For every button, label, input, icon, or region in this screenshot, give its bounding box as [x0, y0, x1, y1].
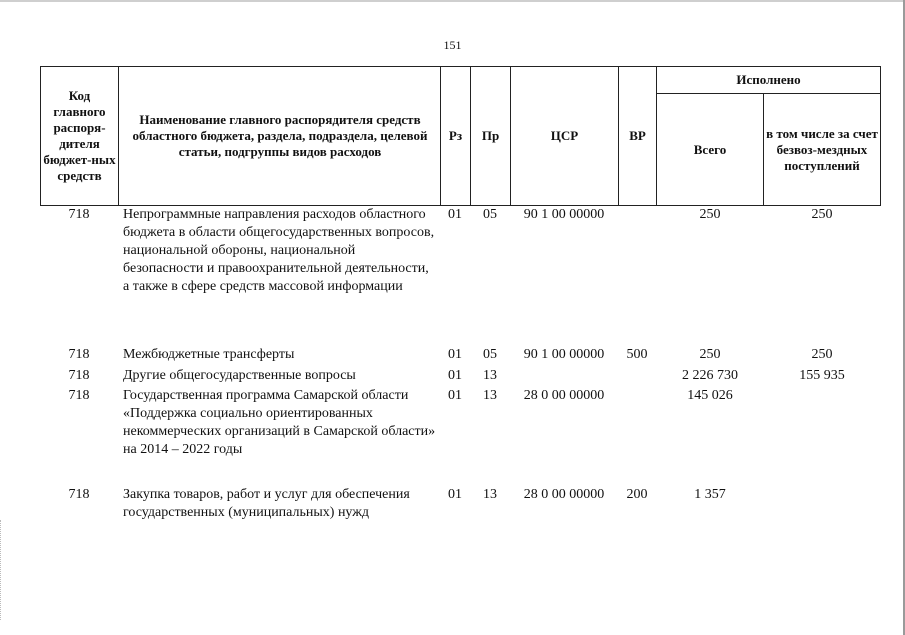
cell-total: 1 357: [694, 487, 726, 502]
cell-pr: 05: [483, 207, 497, 222]
header-border-right: [880, 66, 881, 206]
page-number: 151: [443, 38, 462, 52]
cell-rz: 01: [448, 487, 462, 502]
cell-pr: 13: [483, 388, 497, 403]
cell-total: 2 226 730: [682, 368, 738, 383]
cell-vr: 500: [626, 347, 648, 362]
cell-name: Государственная программа Самарской области «Поддержка социально ориентированных некоммерческих организаций в Самарской области» на 2014 – 2022 годы: [123, 388, 436, 457]
scan-margin-marks: [0, 520, 5, 620]
cell-free: 155 935: [799, 368, 845, 383]
table-header: [40, 66, 881, 206]
cell-rz: 01: [448, 388, 462, 403]
cell-free: 250: [811, 347, 833, 362]
cell-code: 718: [68, 368, 90, 383]
cell-rz: 01: [448, 368, 462, 383]
header-pr: Пр: [481, 128, 500, 143]
header-name: Наименование главного распорядителя средств областного бюджета, раздела, подраздела, целевой статьи, подгруппы видов расходов: [132, 112, 428, 159]
cell-code: 718: [68, 487, 90, 502]
cell-vr: 200: [626, 487, 648, 502]
header-incl-free: в том числе за счет безвоз-мездных поступлений: [766, 125, 878, 173]
cell-code: 718: [68, 347, 90, 362]
cell-rz: 01: [448, 207, 462, 222]
header-border-left: [40, 66, 41, 206]
cell-csr: 28 0 00 00000: [523, 388, 605, 403]
cell-csr: 90 1 00 00000: [523, 347, 605, 362]
header-executed: Исполнено: [736, 72, 801, 87]
cell-name: Межбюджетные трансферты: [123, 347, 295, 362]
cell-pr: 13: [483, 487, 497, 502]
header-total: Всего: [693, 141, 727, 157]
cell-code: 718: [68, 388, 90, 403]
cell-free: 250: [811, 207, 833, 222]
header-vr: ВР: [629, 128, 646, 143]
page-top-edge: [0, 0, 905, 2]
cell-code: 718: [68, 207, 90, 222]
cell-rz: 01: [448, 347, 462, 362]
cell-name: Закупка товаров, работ и услуг для обеспечения государственных (муниципальных) нужд: [123, 487, 410, 520]
cell-csr: 28 0 00 00000: [523, 487, 605, 502]
header-csr: ЦСР: [550, 128, 579, 143]
cell-pr: 13: [483, 368, 497, 383]
cell-total: 250: [699, 207, 721, 222]
cell-pr: 05: [483, 347, 497, 362]
cell-name: Другие общегосударственные вопросы: [123, 368, 356, 383]
header-divider: [118, 66, 119, 206]
cell-total: 145 026: [687, 388, 733, 403]
header-code: Код главного распоря-дителя бюджет-ных средств: [43, 88, 116, 183]
cell-name: Непрограммные направления расходов областного бюджета в области общегосударственных вопросов, национальной обороны, национальной безопасности и правоохранительной деятельности, а также в сфере средств массовой информации: [123, 207, 435, 294]
cell-total: 250: [699, 347, 721, 362]
cell-csr: 90 1 00 00000: [523, 207, 605, 222]
header-rz: Рз: [448, 128, 463, 143]
